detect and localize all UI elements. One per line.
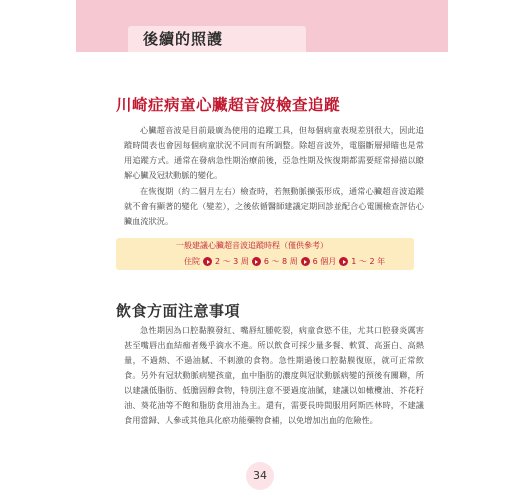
paragraph-ultrasound-intro: 心臟超音波是目前最廣為使用的追蹤工具，但每個病童表現差別很大，因此追蹤時間表也會因每個病童狀況不同而有所調整。除超音波外，電腦斷層掃瞄也是常用追蹤方式。通常在發病急性期治療前後，亞急性期及恢復期都需要經常掃描以瞭解心臟及冠狀動脈的變化。 [124,125,424,180]
schedule-note-title: 一般建議心臟超音波追蹤時程（僅供參考） [176,241,328,250]
document-page [76,0,448,500]
arrow-right-icon [203,257,212,266]
arrow-right-icon [252,257,261,266]
timeline-step: 2 ～ 3 周 [215,257,249,266]
schedule-timeline [184,256,385,267]
section-heading-diet: 飲食方面注意事項 [116,302,241,320]
chapter-title: 後續的照護 [143,30,224,48]
timeline-step: 6 個月 [312,257,337,266]
timeline-step: 6 ～ 8 周 [263,257,298,266]
section-heading-ultrasound: 川崎症病童心臟超音波檢查追蹤 [116,96,341,114]
paragraph-diet: 急性期因為口腔黏膜發紅、嘴唇紅腫乾裂，病童食慾不佳，尤其口腔發炎厲害甚至嘴唇出血結痂者幾乎滴水不進。所以飲食可採少量多餐、軟質、高蛋白、高熱量，不過熱、不過油膩、不刺激的食物。急性期過後口腔黏膜復原，就可正常飲食。另外有冠狀動脈病變孩童，血中脂肪的濃度與冠狀動脈病變的預後有關聯，所以建議低脂肪、低膽固醇食物，特別注意不要過度油膩，建議以如橄欖油、芥花籽油、葵花油等不飽和脂肪食用油為主。還有，需要長時間服用阿斯匹林時，不建議食用當歸、人參或其他具化瘀功能藥物食補，以免增加出血的危險性。 [124,325,424,425]
timeline-step: 1 ～ 2 年 [351,257,386,266]
arrow-right-icon [301,257,310,266]
arrow-right-icon [339,257,348,266]
page-number: 34 [253,469,267,482]
timeline-step: 住院 [184,257,200,266]
paragraph-recovery-phase: 在恢復期（約二個月左右）檢查時，若無動脈擴張形成，通常心臟超音波追蹤就不會有顯著的變化（變差），之後依循醫師建議定期回診並配合心電圖檢查評估心臟血流狀況。 [124,186,424,226]
